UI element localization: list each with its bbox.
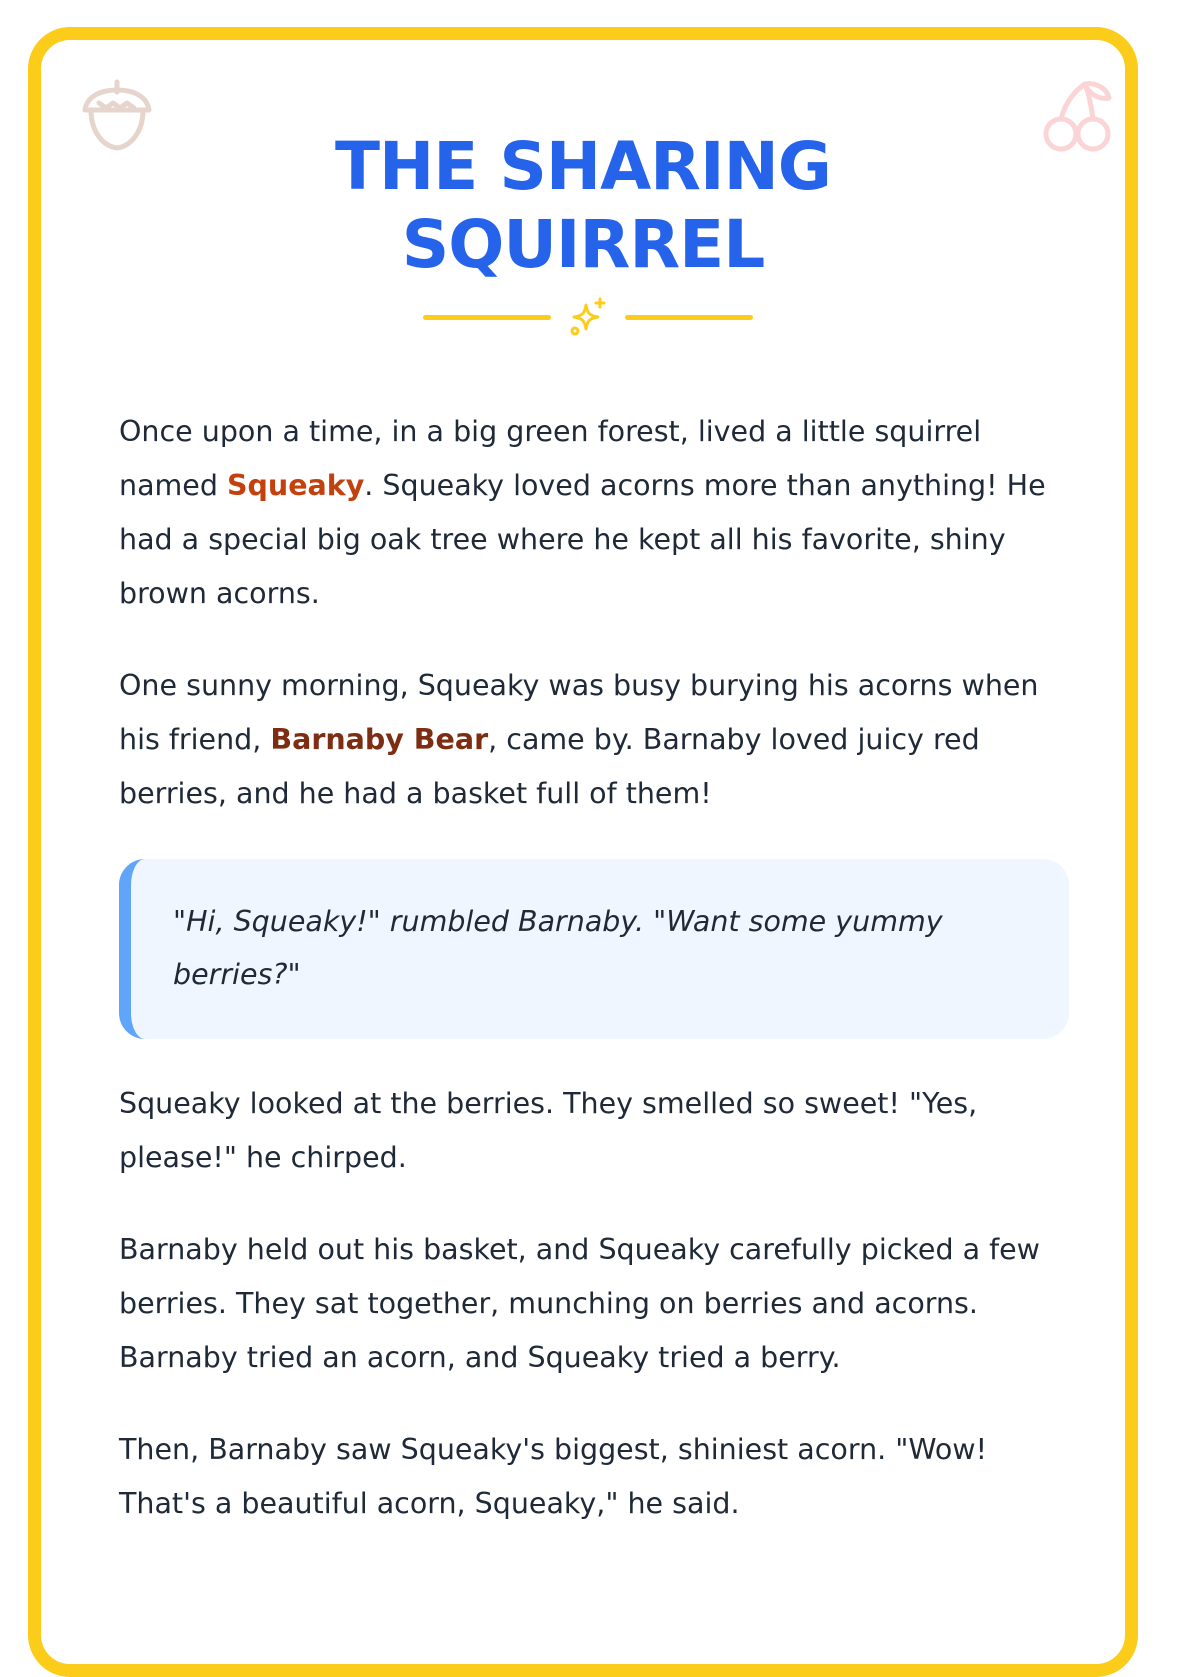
divider-line-right xyxy=(625,315,753,320)
title-line-2: SQUIRREL xyxy=(401,206,765,283)
character-name-squeaky: Squeaky xyxy=(226,469,365,502)
paragraph-3: Squeaky looked at the berries. They smelled so sweet! "Yes, please!" he chirped. xyxy=(119,1087,978,1174)
story-body xyxy=(119,405,1069,1569)
story-card xyxy=(28,27,1138,1677)
divider-line-left xyxy=(423,315,551,320)
paragraph-4: Barnaby held out his basket, and Squeaky carefully picked a few berries. They sat together, munching on berries and acorns. Barnaby tried an acorn, and Squeaky tried a berry. xyxy=(119,1233,1040,1374)
title-divider xyxy=(423,295,753,339)
story-title xyxy=(41,128,1125,284)
title-line-1: THE SHARING xyxy=(335,128,831,205)
dialogue-quote: "Hi, Squeaky!" rumbled Barnaby. "Want some yummy berries?" xyxy=(119,859,1069,1039)
paragraph-2: One sunny morning, Squeaky was busy burying his acorns when his friend, Barnaby Bear, came by. Barnaby loved juicy red berries, and he had a basket full of them! xyxy=(119,669,1039,810)
paragraph-1: Once upon a time, in a big green forest, lived a little squirrel named Squeaky. Squeaky loved acorns more than anything! He had a special big oak tree where he kept all his favorite, shiny brown acorns. xyxy=(119,415,1046,610)
character-name-barnaby: Barnaby Bear xyxy=(270,723,489,756)
sparkle-icon xyxy=(566,295,610,339)
paragraph-5: Then, Barnaby saw Squeaky's biggest, shiniest acorn. "Wow! That's a beautiful acorn, Squeaky," he said. xyxy=(119,1433,988,1520)
